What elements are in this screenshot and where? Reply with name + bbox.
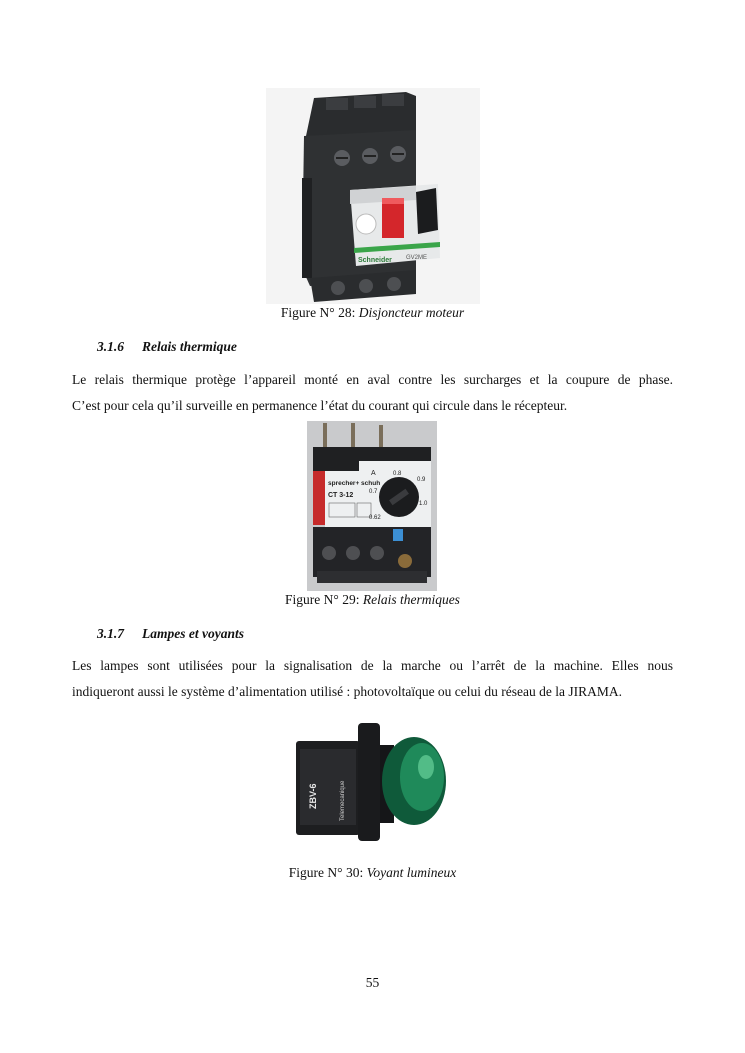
figure-30-title: Voyant lumineux [366, 865, 457, 880]
figure-29-image [307, 421, 437, 591]
paragraph-line: Les lampes sont utilisées pour la signalisation de la marche ou l’arrêt de la machine. Elles nous [72, 658, 673, 673]
breaker-product-text: GV2ME [406, 255, 428, 261]
figure-28-title: Disjoncteur moteur [358, 305, 465, 320]
paragraph-line: Le relais thermique protège l’appareil monté en aval contre les surcharges et la coupure de phase. [72, 372, 673, 387]
relay-brand-text: sprecher+ schuh [328, 480, 381, 487]
figure-30-caption [0, 865, 745, 881]
dial-mark-text: 0.7 [369, 489, 378, 495]
dial-mark-text: 0.62 [369, 515, 381, 521]
dial-mark-text: 0.9 [417, 477, 426, 483]
section-number: 3.1.6 [97, 339, 124, 354]
figure-29-title: Relais thermiques [362, 592, 460, 607]
paragraph-line: C’est pour cela qu’il surveille en permanence l’état du courant qui circule dans le récepteur. [72, 398, 568, 413]
section-number: 3.1.7 [97, 626, 124, 641]
page-number: 55 [365, 975, 380, 990]
dial-mark-text: 0.8 [393, 471, 402, 477]
section-3-1-7-heading [97, 626, 244, 642]
section-3-1-6-heading [97, 339, 237, 355]
figure-30-image [296, 719, 448, 843]
paragraph-line: indiqueront aussi le système d’alimentation utilisé : photovoltaïque ou celui du réseau de la JIRAMA. [72, 684, 623, 699]
figure-29-label: Figure N° 29: [285, 592, 363, 607]
figure-28-caption [0, 305, 745, 321]
breaker-brand-text: Schneider [358, 257, 392, 264]
figure-30-label: Figure N° 30: [288, 865, 367, 880]
section-title: Lampes et voyants [142, 626, 244, 641]
light-brand-text: Telemecanique [340, 780, 346, 821]
dial-mark-text: 1.0 [419, 501, 428, 507]
figure-28-label: Figure N° 28: [280, 305, 359, 320]
section-title: Relais thermique [142, 339, 237, 354]
section-3-1-6-paragraph [72, 367, 673, 419]
figure-29-caption [0, 592, 745, 608]
dial-mark-text: A [371, 470, 376, 477]
figure-28-image [266, 88, 480, 304]
light-product-text: ZBV-6 [308, 783, 318, 809]
relay-product-text: CT 3-12 [328, 492, 354, 499]
section-3-1-7-paragraph [72, 653, 673, 705]
